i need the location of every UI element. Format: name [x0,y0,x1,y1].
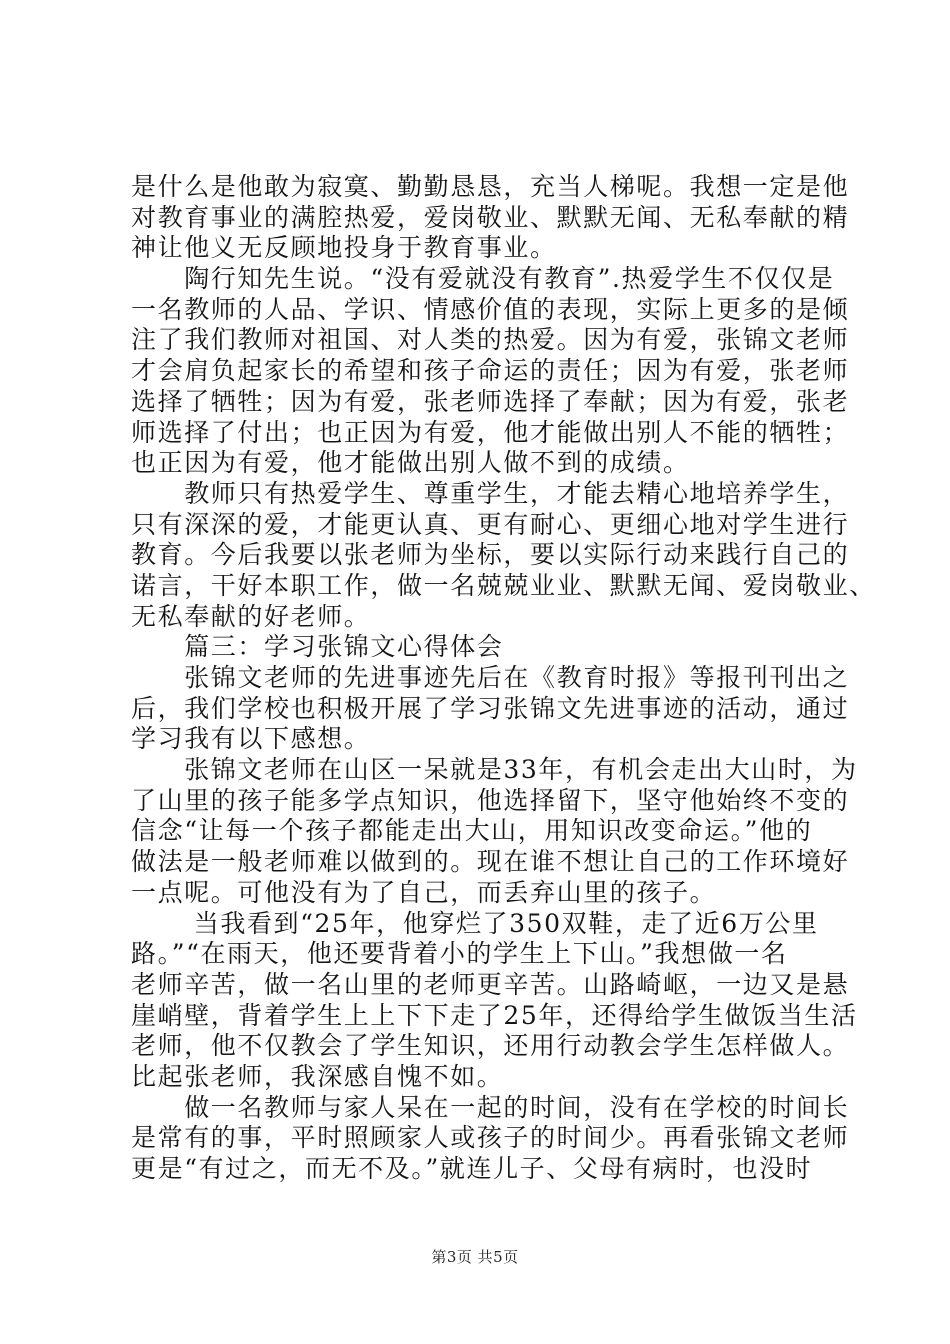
text-line: 崖峭壁，背着学生上上下下走了25年，还得给学生做饭当生活 [131,1000,858,1030]
text-line: 教育。今后我要以张老师为坐标，要以实际行动来践行自己的 [131,540,850,570]
text-line: 一点呢。可他没有为了自己，而丢弃山里的孩子。 [131,877,717,907]
text-line: 比起张老师，我深感自愧不如。 [131,1061,504,1091]
text-line: 教师只有热爱学生、尊重学生，才能去精心地培养学生， [131,478,850,508]
text-line: 一名教师的人品、学识、情感价值的表现，实际上更多的是倾 [131,294,850,324]
text-line: 也正因为有爱，他才能做出别人做不到的成绩。 [131,448,690,478]
text-line: 做法是一般老师难以做到的。现在谁不想让自己的工作环境好 [131,847,850,877]
text-line: 老师辛苦，做一名山里的老师更辛苦。山路崎岖，一边又是悬 [131,969,850,999]
text-line: 师选择了付出；也正因为有爱，他才能做出别人不能的牺牲； [131,417,850,447]
text-line: 只有深深的爱，才能更认真、更有耐心、更细心地对学生进行 [131,509,850,539]
text-line: 是什么是他敢为寂寞、勤勤恳恳，充当人梯呢。我想一定是他 [131,172,850,201]
text-line: 了山里的孩子能多学点知识，他选择留下，坚守他始终不变的 [131,785,850,815]
text-line: 神让他义无反顾地投身于教育事业。 [131,233,557,263]
text-line: 当我看到“25年，他穿烂了350双鞋，走了近6万公里 [131,908,819,938]
text-line: 张锦文老师的先进事迹先后在《教育时报》等报刊刊出之 [131,663,850,692]
text-line: 是常有的事，平时照顾家人或孩子的时间少。再看张锦文老师 [131,1123,850,1153]
text-line: 信念“让每一个孩子都能走出大山，用知识改变命运。”他的 [131,816,813,846]
page-number-footer: 第3页 共5页 [431,1248,519,1266]
text-line: 老师，他不仅教会了学生知识，还用行动教会学生怎样做人。 [131,1031,850,1061]
text-line: 更是“有过之，而无不及。”就连儿子、父母有病时，也没时 [131,1154,813,1183]
text-line: 学习我有以下感想。 [131,724,371,754]
document-body [131,172,876,1185]
text-line: 路。”“在雨天，他还要背着小的学生上下山。”我想做一名 [131,939,788,969]
text-line: 张锦文老师在山区一呆就是33年，有机会走出大山时，为 [131,755,858,785]
text-line: 无私奉献的好老师。 [131,601,371,631]
text-line: 对教育事业的满腔热爱，爱岗敬业、默默无闻、无私奉献的精 [131,202,850,232]
text-line: 选择了牺牲；因为有爱，张老师选择了奉献；因为有爱，张老 [131,386,850,416]
text-line: 后，我们学校也积极开展了学习张锦文先进事迹的活动，通过 [131,693,850,723]
text-line: 做一名教师与家人呆在一起的时间，没有在学校的时间长 [131,1092,850,1122]
text-line: 才会肩负起家长的希望和孩子命运的责任；因为有爱，张老师 [131,356,850,386]
text-line: 诺言，干好本职工作，做一名兢兢业业、默默无闻、爱岗敬业、 [131,570,876,600]
text-line: 注了我们教师对祖国、对人类的热爱。因为有爱，张锦文老师 [131,325,850,355]
text-line: 陶行知先生说。“没有爱就没有教育”.热爱学生不仅仅是 [131,264,835,294]
section-heading: 篇三：学习张锦文心得体会 [131,632,504,662]
